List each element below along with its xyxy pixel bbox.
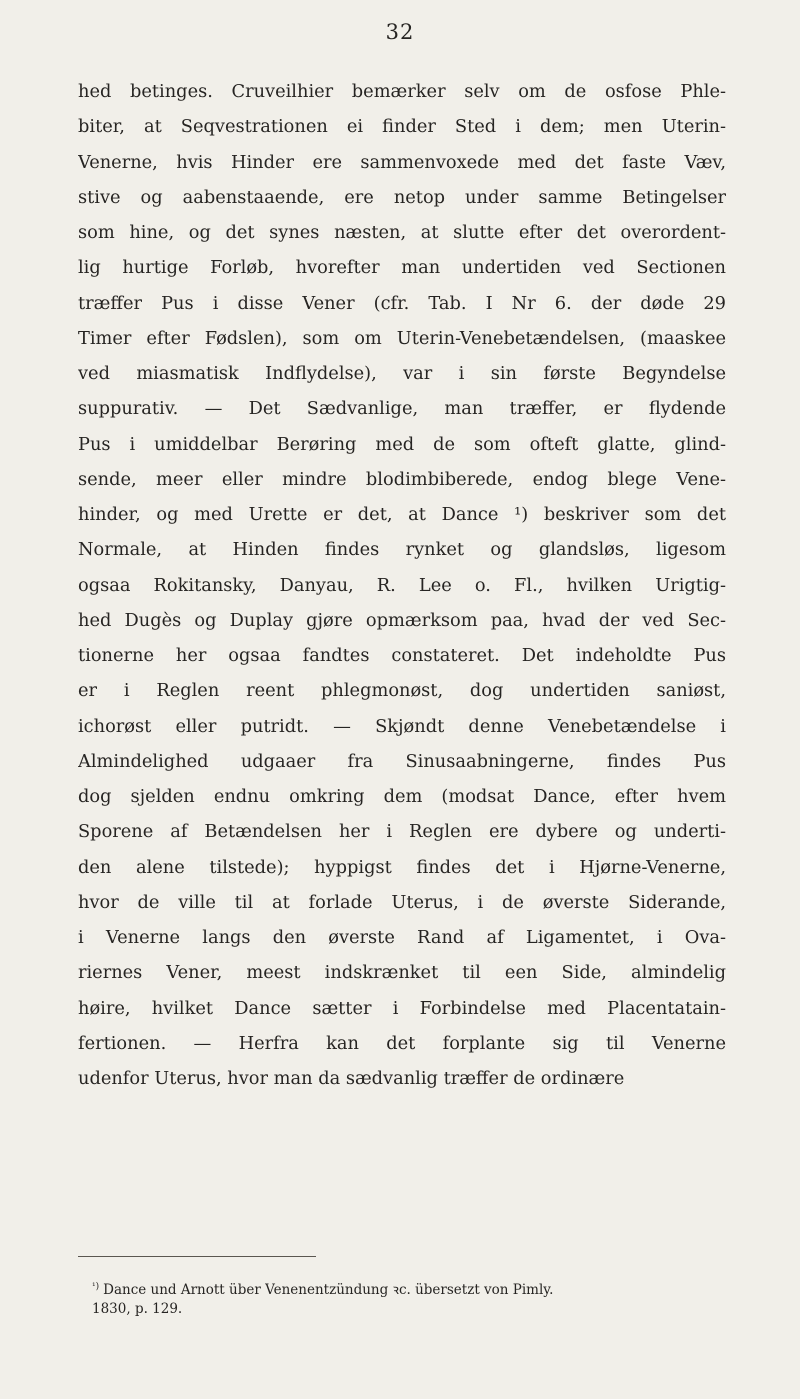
footnote-line [92, 1276, 726, 1298]
text-line: ved miasmatisk Indflydelse), var i sin første Begyndelse [78, 363, 726, 384]
text-line: hed Dugès og Duplay gjøre opmærksom paa, hvad der ved Sec- [78, 609, 726, 631]
footnote-line [92, 1298, 726, 1320]
page-number: 32 [385, 20, 415, 44]
text-line: Venerne, hvis Hinder ere sammenvoxede med det faste Væv, [78, 151, 726, 173]
text-line: hed betinges. Cruveilhier bemærker selv om de osfose Phle- [78, 81, 726, 102]
text-line: biter, at Seqvestrationen ei finder Sted i dem; men Uterin- [78, 116, 726, 138]
text-line: den alene tilstede); hyppigst findes det i Hjørne-Venerne, [78, 856, 726, 878]
footnote-divider [78, 1256, 316, 1257]
text-line: i Venerne langs den øverste Rand af Ligamentet, i Ova- [78, 927, 726, 948]
text-line: høire, hvilket Dance sætter i Forbindelse med Placentatain- [78, 997, 726, 1019]
text-line: udenfor Uterus, hvor man da sædvanlig træffer de ordinære [78, 1068, 625, 1089]
text-line: tionerne her ogsaa fandtes constateret. Det indeholdte Pus [78, 645, 726, 666]
text-line: Almindelighed udgaaer fra Sinusaabningerne, findes Pus [78, 750, 726, 772]
text-line: suppurativ. — Det Sædvanlige, man træffer, er flydende [78, 398, 726, 420]
text-line: hinder, og med Urette er det, at Dance ¹) beskriver som det [78, 504, 726, 525]
text-line: lig hurtige Forløb, hvorefter man undertiden ved Sectionen [78, 257, 726, 279]
text-line: stive og aabenstaaende, ere netop under samme Betingelser [78, 186, 726, 208]
text-line: træffer Pus i disse Vener (cfr. Tab. I Nr 6. der døde 29 [78, 292, 726, 314]
text-line: ichorøst eller putridt. — Skjøndt denne Venebetændelse i [78, 715, 726, 737]
text-line: ogsaa Rokitansky, Danyau, R. Lee o. Fl., hvilken Urigtig- [78, 574, 726, 596]
text-line: fertionen. — Herfra kan det forplante sig til Venerne [78, 1032, 726, 1054]
body-text [78, 74, 726, 1096]
footnote [92, 1276, 726, 1320]
text-line: Normale, at Hinden findes rynket og glandsløs, ligesom [78, 539, 726, 561]
footnote-text: 1830, p. 129. [92, 1301, 183, 1317]
text-line: riernes Vener, meest indskrænket til een Side, almindelig [78, 962, 726, 984]
text-line: Pus i umiddelbar Berøring med de som ofteft glatte, glind- [78, 433, 726, 455]
text-line: dog sjelden endnu omkring dem (modsat Dance, efter hvem [78, 786, 726, 807]
footnote-marker: ¹) [92, 1282, 100, 1292]
text-line: hvor de ville til at forlade Uterus, i de øverste Siderande, [78, 891, 726, 913]
text-line: som hine, og det synes næsten, at slutte efter det overordent- [78, 222, 726, 243]
text-line: sende, meer eller mindre blodimbiberede, endog blege Vene- [78, 468, 726, 490]
footnote-text: Dance und Arnott über Venenentzündung ꝛc. übersetzt von Pimly. [103, 1282, 554, 1298]
text-line: Timer efter Fødslen), som om Uterin-Venebetændelsen, (maaskee [78, 327, 726, 349]
text-line: Sporene af Betændelsen her i Reglen ere dybere og underti- [78, 821, 726, 843]
text-line: er i Reglen reent phlegmonøst, dog undertiden saniøst, [78, 680, 726, 702]
